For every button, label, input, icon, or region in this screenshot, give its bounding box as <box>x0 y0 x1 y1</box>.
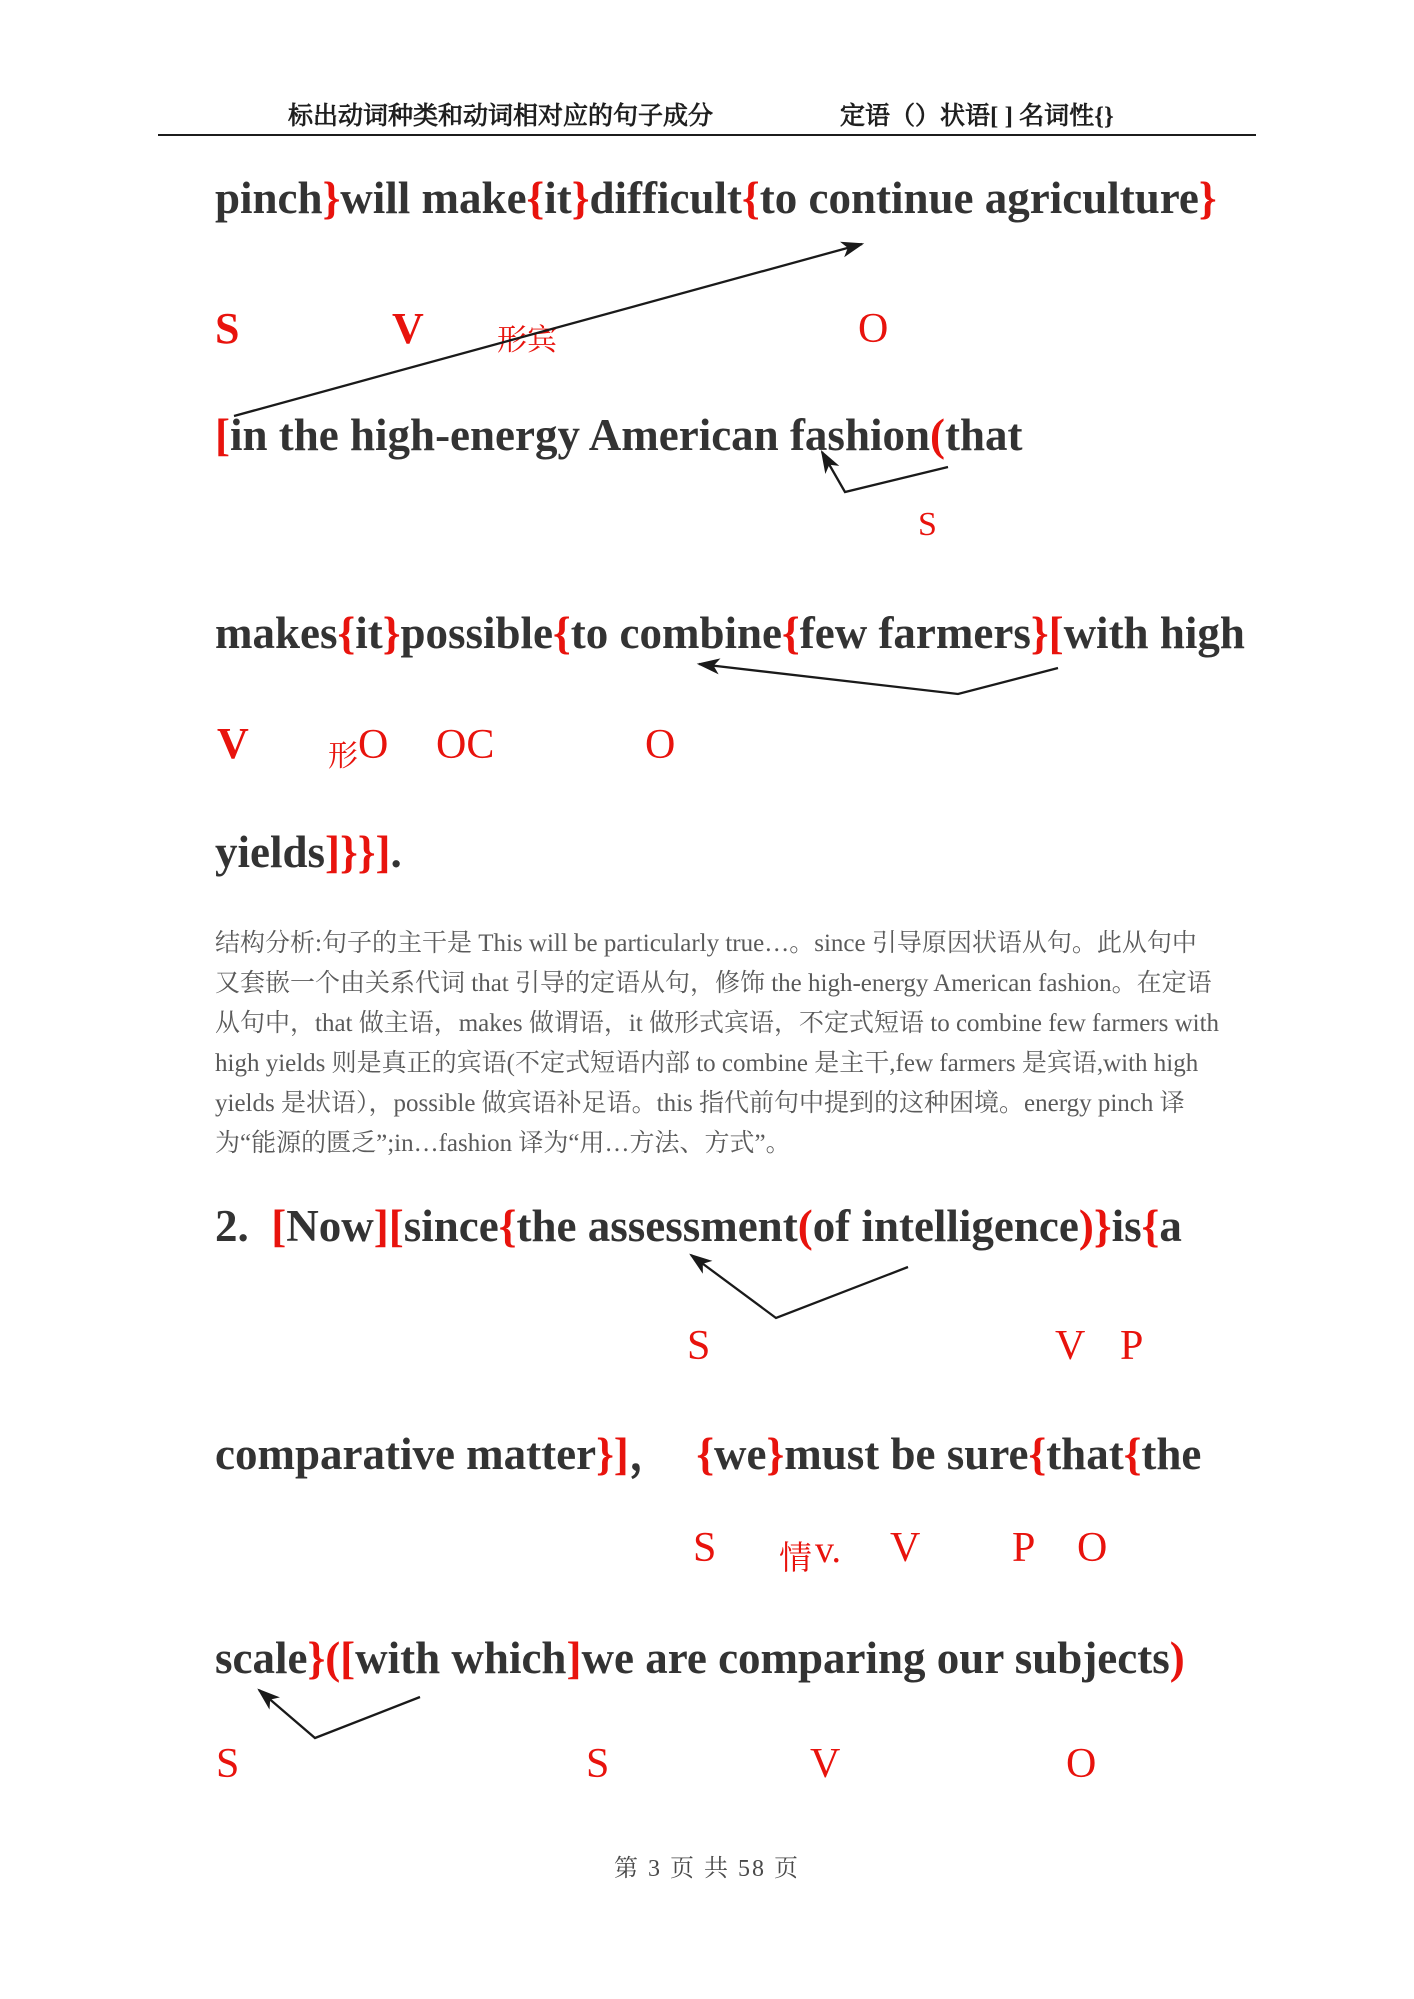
sentence-line-7: scale}([with which]we are comparing our subjects) <box>215 1633 1185 1683</box>
grammar-label-verb: V <box>1055 1323 1086 1369</box>
grammar-label-predicative: P <box>1120 1323 1144 1369</box>
sentence-line-6: comparative matter}]， {we}must be sure{that{the <box>215 1429 1202 1479</box>
analysis-line: high yields 则是真正的宾语(不定式短语内部 to combine 是主干,few farmers 是宾语,with high <box>215 1050 1199 1077</box>
grammar-label-subject: S <box>586 1741 610 1787</box>
grammar-label-subject: S <box>215 304 240 353</box>
analysis-line: 从句中，that 做主语，makes 做谓语，it 做形式宾语，不定式短语 to combine few farmers with <box>215 1010 1220 1037</box>
grammar-label-verb: V <box>890 1525 921 1571</box>
grammar-label-verb: V <box>392 304 424 353</box>
analysis-line: 结构分析:句子的主干是 This will be particularly true…。since 引导原因状语从句。此从句中 <box>215 930 1197 957</box>
sentence-line-4: yields]}}]. <box>215 827 402 877</box>
annotation-arrow-assessment <box>691 1255 908 1318</box>
grammar-label-predicative: P <box>1012 1525 1036 1571</box>
grammar-label-verb: V <box>217 719 249 768</box>
grammar-label-modal-verb: v. <box>815 1529 842 1571</box>
header-left-text: 标出动词种类和动词相对应的句子成分 <box>288 103 714 130</box>
grammar-label-formal-cn: 形 <box>328 740 358 773</box>
grammar-label-object: O <box>1077 1525 1108 1571</box>
annotation-arrow-scale <box>259 1690 420 1738</box>
grammar-label-object-complement: OC <box>436 722 495 768</box>
grammar-label-formal-object-cn: 形宾 <box>497 324 557 357</box>
analysis-line: 又套嵌一个由关系代词 that 引导的定语从句，修饰 the high-energy American fashion。在定语 <box>215 970 1212 997</box>
grammar-label-that-subject: S <box>918 506 937 543</box>
analysis-line: 为“能源的匮乏”;in…fashion 译为“用…方法、方式”。 <box>215 1130 791 1157</box>
grammar-label-modal-cn: 情 <box>779 1541 812 1577</box>
grammar-label-object: O <box>858 306 889 352</box>
grammar-label-subject: S <box>216 1741 240 1787</box>
grammar-label-verb: V <box>810 1741 841 1787</box>
grammar-label-object: O <box>358 722 389 768</box>
page-footer: 第 3 页 共 58 页 <box>614 1856 800 1882</box>
header-rule <box>158 134 1256 136</box>
grammar-label-object: O <box>1066 1741 1097 1787</box>
sentence-line-3: makes{it}possible{to combine{few farmers}[with high <box>215 608 1245 658</box>
sentence-line-1: pinch}will make{it}difficult{to continue agriculture} <box>215 173 1217 223</box>
analysis-paragraph <box>215 923 1220 1163</box>
sentence-line-2: [in the high-energy American fashion(that <box>215 410 1023 460</box>
grammar-label-object: O <box>645 722 676 768</box>
header-right-text: 定语（）状语[ ] 名词性{} <box>840 103 1114 130</box>
grammar-label-subject: S <box>693 1525 717 1571</box>
sentence-line-5: 2. [Now][since{the assessment(of intelligence)}is{a <box>215 1201 1182 1251</box>
analysis-line: yields 是状语），possible 做宾语补足语。this 指代前句中提到的这种困境。energy pinch 译 <box>215 1090 1185 1117</box>
grammar-label-subject: S <box>687 1323 711 1369</box>
annotation-arrow-combine <box>699 664 1058 694</box>
